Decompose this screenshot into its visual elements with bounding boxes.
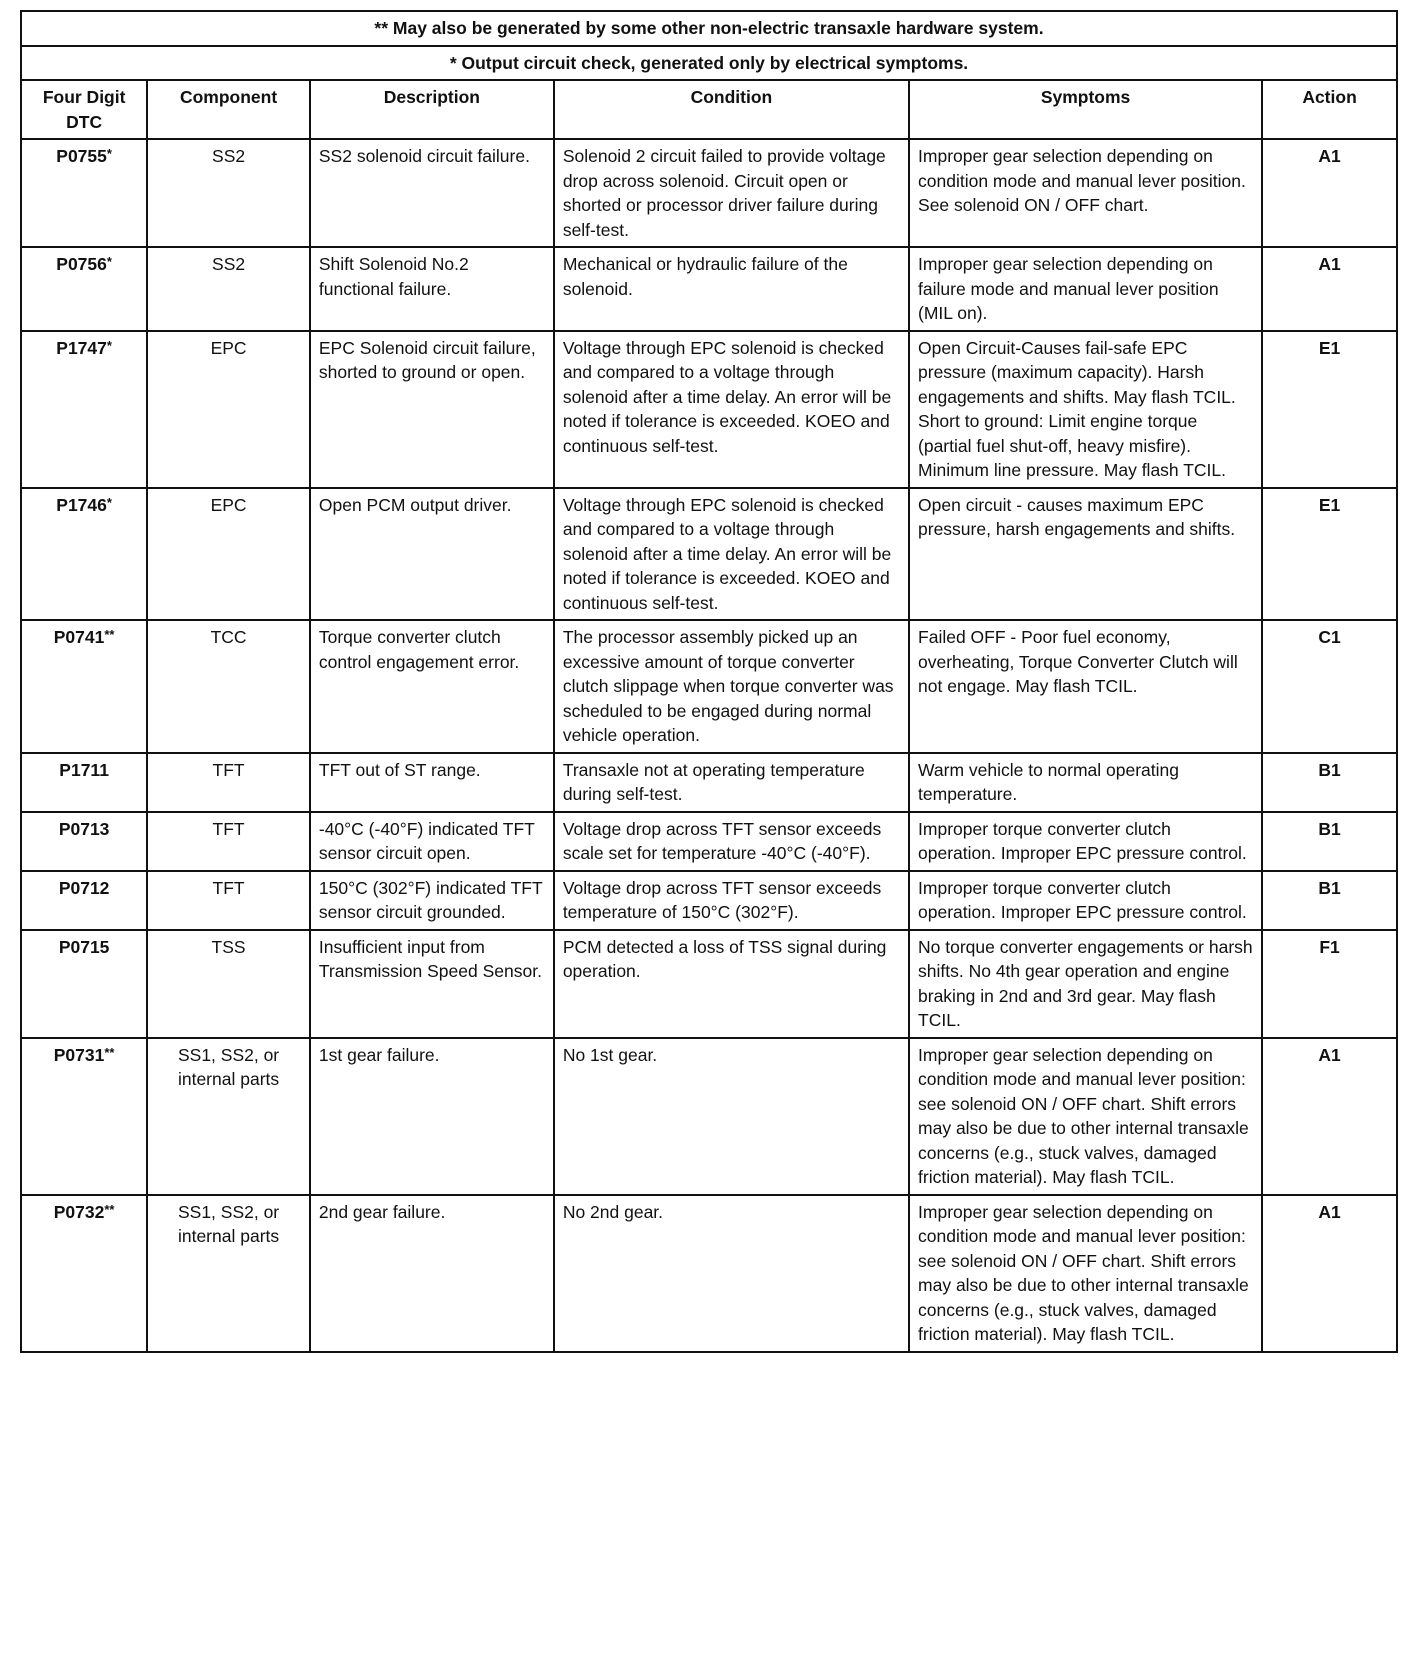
dtc-code-cell — [21, 930, 147, 1038]
col-header-action: Action — [1262, 80, 1397, 139]
dtc-code: P0732 — [53, 1201, 105, 1222]
table-row — [21, 331, 1397, 488]
dtc-code-cell — [21, 331, 147, 488]
condition-cell: The processor assembly picked up an excessive amount of torque converter clutch slippage when torque converter was scheduled to be engaged during normal vehicle operation. — [554, 620, 909, 753]
description-cell: 1st gear failure. — [310, 1038, 554, 1195]
dtc-code: P0713 — [58, 818, 110, 839]
condition-cell: No 2nd gear. — [554, 1195, 909, 1352]
description-cell: 2nd gear failure. — [310, 1195, 554, 1352]
note-row-hardware — [21, 11, 1397, 46]
symptoms-cell: Improper gear selection depending on condition mode and manual lever position: see solenoid ON / OFF chart. Shift errors may also be due to other internal transaxle concerns (e.g., stuck valves, damaged friction material). May flash TCIL. — [909, 1038, 1262, 1195]
condition-cell: Voltage drop across TFT sensor exceeds temperature of 150°C (302°F). — [554, 871, 909, 930]
dtc-code-cell — [21, 488, 147, 621]
dtc-flag-mark: * — [106, 146, 112, 161]
condition-cell: Voltage through EPC solenoid is checked and compared to a voltage through solenoid after a time delay. An error will be noted if tolerance is exceeded. KOEO and continuous self-test. — [554, 331, 909, 488]
description-cell: TFT out of ST range. — [310, 753, 554, 812]
symptoms-cell: Failed OFF - Poor fuel economy, overheating, Torque Converter Clutch will not engage. May flash TCIL. — [909, 620, 1262, 753]
dtc-table-body — [21, 139, 1397, 1352]
dtc-code: P1747 — [56, 337, 107, 358]
header-row — [21, 80, 1397, 139]
component-cell: TFT — [147, 871, 310, 930]
dtc-flag-mark: * — [106, 337, 112, 353]
table-row — [21, 753, 1397, 812]
condition-cell: Voltage drop across TFT sensor exceeds scale set for temperature -40°C (-40°F). — [554, 812, 909, 871]
condition-cell: No 1st gear. — [554, 1038, 909, 1195]
condition-cell: Voltage through EPC solenoid is checked and compared to a voltage through solenoid after a time delay. An error will be noted if tolerance is exceeded. KOEO and continuous self-test. — [554, 488, 909, 621]
action-cell: E1 — [1262, 331, 1397, 488]
symptoms-cell: Improper gear selection depending on failure mode and manual lever position (MIL on). — [909, 247, 1262, 331]
description-cell: 150°C (302°F) indicated TFT sensor circuit grounded. — [310, 871, 554, 930]
table-row — [21, 1038, 1397, 1195]
dtc-table — [20, 10, 1398, 1353]
table-row — [21, 488, 1397, 621]
action-cell: F1 — [1262, 930, 1397, 1038]
condition-cell: Mechanical or hydraulic failure of the solenoid. — [554, 247, 909, 331]
dtc-code-cell — [21, 620, 147, 753]
component-cell: EPC — [147, 331, 310, 488]
symptoms-cell: Improper gear selection depending on condition mode and manual lever position: see solenoid ON / OFF chart. Shift errors may also be due to other internal transaxle concerns (e.g., stuck valves, damaged friction material). May flash TCIL. — [909, 1195, 1262, 1352]
description-cell: SS2 solenoid circuit failure. — [310, 139, 554, 247]
note-hardware: ** May also be generated by some other non-electric transaxle hardware system. — [21, 11, 1397, 46]
dtc-code-cell — [21, 812, 147, 871]
dtc-flag-mark: ** — [104, 1201, 115, 1217]
dtc-flag-mark: ** — [104, 1044, 115, 1060]
component-cell: TFT — [147, 753, 310, 812]
action-cell: B1 — [1262, 871, 1397, 930]
dtc-code: P0741 — [53, 627, 105, 647]
symptoms-cell: Improper torque converter clutch operation. Improper EPC pressure control. — [909, 871, 1262, 930]
action-cell: A1 — [1262, 1195, 1397, 1352]
action-cell: B1 — [1262, 753, 1397, 812]
component-cell: SS2 — [147, 139, 310, 247]
description-cell: Torque converter clutch control engagement error. — [310, 620, 554, 753]
table-row — [21, 139, 1397, 247]
condition-cell: Transaxle not at operating temperature during self-test. — [554, 753, 909, 812]
col-header-dtc: Four Digit DTC — [21, 80, 147, 139]
component-cell: SS2 — [147, 247, 310, 331]
description-cell: EPC Solenoid circuit failure, shorted to ground or open. — [310, 331, 554, 488]
dtc-code: P0715 — [58, 936, 110, 957]
note-output-circuit: * Output circuit check, generated only by electrical symptoms. — [21, 46, 1397, 81]
dtc-code-cell — [21, 1038, 147, 1195]
action-cell: A1 — [1262, 1038, 1397, 1195]
condition-cell: Solenoid 2 circuit failed to provide voltage drop across solenoid. Circuit open or shorted or processor driver failure during self-test. — [554, 139, 909, 247]
dtc-code: P0756 — [56, 254, 107, 274]
dtc-flag-mark: * — [106, 494, 112, 510]
action-cell: E1 — [1262, 488, 1397, 621]
dtc-code-cell — [21, 1195, 147, 1352]
symptoms-cell: No torque converter engagements or harsh shifts. No 4th gear operation and engine braking in 2nd and 3rd gear. May flash TCIL. — [909, 930, 1262, 1038]
action-cell: A1 — [1262, 139, 1397, 247]
component-cell: TCC — [147, 620, 310, 753]
table-row — [21, 247, 1397, 331]
table-row — [21, 620, 1397, 753]
dtc-code: P1711 — [59, 759, 109, 780]
symptoms-cell: Open circuit - causes maximum EPC pressure, harsh engagements and shifts. — [909, 488, 1262, 621]
component-cell: TFT — [147, 812, 310, 871]
table-row — [21, 871, 1397, 930]
component-cell: SS1, SS2, or internal parts — [147, 1038, 310, 1195]
symptoms-cell: Improper gear selection depending on condition mode and manual lever position. See solenoid ON / OFF chart. — [909, 139, 1262, 247]
note-row-output — [21, 46, 1397, 81]
symptoms-cell: Open Circuit-Causes fail-safe EPC pressure (maximum capacity). Harsh engagements and shifts. May flash TCIL. Short to ground: Limit engine torque (partial fuel shut-off, heavy misfire). Minimum line pressure. May flash TCIL. — [909, 331, 1262, 488]
condition-cell: PCM detected a loss of TSS signal during operation. — [554, 930, 909, 1038]
component-cell: TSS — [147, 930, 310, 1038]
action-cell: C1 — [1262, 620, 1397, 753]
action-cell: B1 — [1262, 812, 1397, 871]
dtc-code: P0731 — [53, 1044, 105, 1065]
description-cell: Insufficient input from Transmission Speed Sensor. — [310, 930, 554, 1038]
action-cell: A1 — [1262, 247, 1397, 331]
dtc-code-cell — [21, 753, 147, 812]
col-header-component: Component — [147, 80, 310, 139]
dtc-code: P1746 — [56, 494, 107, 515]
table-row — [21, 812, 1397, 871]
col-header-condition: Condition — [554, 80, 909, 139]
dtc-code-cell — [21, 247, 147, 331]
dtc-code-cell — [21, 139, 147, 247]
col-header-description: Description — [310, 80, 554, 139]
description-cell: Shift Solenoid No.2 functional failure. — [310, 247, 554, 331]
component-cell: EPC — [147, 488, 310, 621]
dtc-code: P0712 — [58, 877, 110, 898]
component-cell: SS1, SS2, or internal parts — [147, 1195, 310, 1352]
dtc-flag-mark: ** — [104, 627, 115, 642]
col-header-symptoms: Symptoms — [909, 80, 1262, 139]
table-row — [21, 1195, 1397, 1352]
description-cell: Open PCM output driver. — [310, 488, 554, 621]
description-cell: -40°C (-40°F) indicated TFT sensor circuit open. — [310, 812, 554, 871]
dtc-code: P0755 — [56, 146, 107, 166]
table-row — [21, 930, 1397, 1038]
symptoms-cell: Improper torque converter clutch operation. Improper EPC pressure control. — [909, 812, 1262, 871]
dtc-code-cell — [21, 871, 147, 930]
symptoms-cell: Warm vehicle to normal operating temperature. — [909, 753, 1262, 812]
dtc-flag-mark: * — [106, 254, 112, 269]
